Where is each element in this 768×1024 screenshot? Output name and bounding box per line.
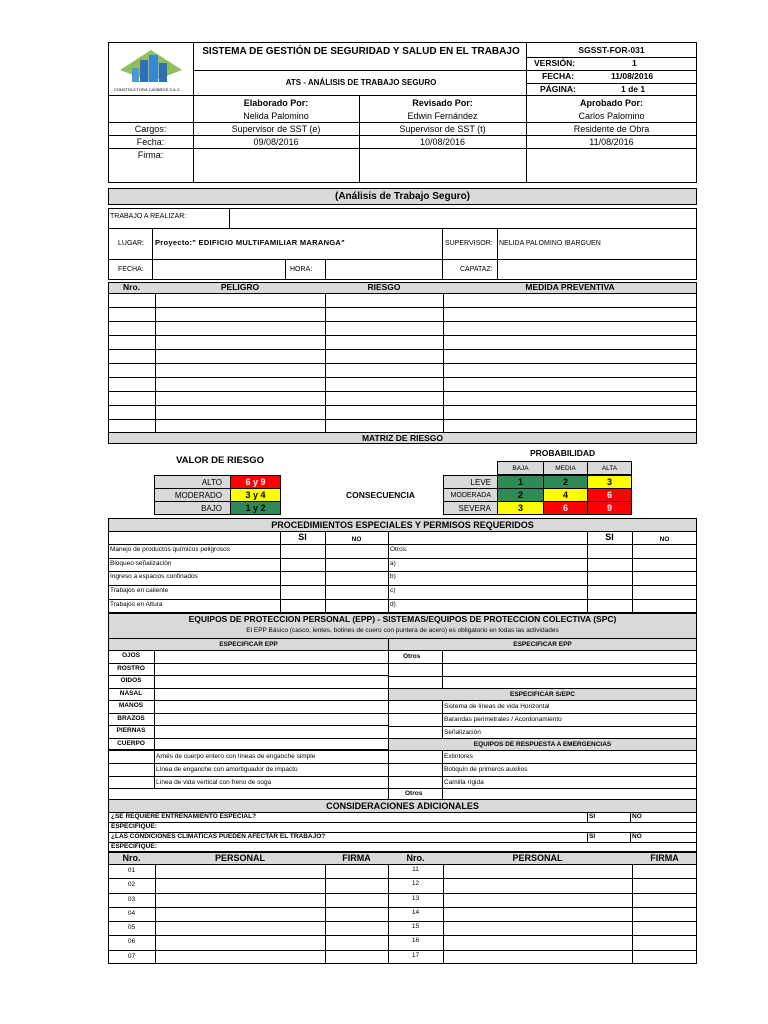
body-part-label: OJOS — [121, 652, 141, 659]
page-value: 1 de 1 — [621, 84, 646, 94]
personnel-number: 16 — [411, 937, 420, 944]
date-label: FECHA: — [542, 71, 575, 81]
body-part-label: PIERNAS — [116, 727, 146, 734]
version-value: 1 — [632, 58, 637, 68]
revisado-fecha: 10/08/2016 — [419, 137, 466, 147]
date-value: 11/08/2016 — [611, 71, 654, 81]
body-part-label: MANOS — [118, 702, 144, 709]
personnel-number: 07 — [127, 953, 136, 960]
revisado-title: Revisado Por: — [412, 98, 473, 108]
aprobado-title: Aprobado Por: — [580, 98, 643, 108]
sepc-item: Señalización — [444, 729, 481, 736]
elaborado-cargo: Supervisor de SST (e) — [231, 124, 321, 134]
valor-bajo-value: 1 y 2 — [230, 501, 281, 515]
personnel-col-firma: FIRMA — [342, 853, 371, 863]
procedure-other-item: d) — [390, 601, 396, 608]
body-part-label: OIDOS — [120, 677, 142, 684]
risk-cell: 1 — [497, 475, 544, 489]
cons-leve: LEVE — [443, 475, 498, 489]
capataz-label: CAPATAZ: — [460, 266, 493, 273]
question-2: ¿LAS CONDICIONES CLIMATICAS PUEDEN AFECTAR EL TRABAJO? — [111, 833, 326, 840]
aprobado-cargo: Residente de Obra — [573, 124, 650, 134]
personnel-number: 03 — [127, 896, 136, 903]
prob-baja: BAJA — [497, 461, 544, 475]
fecha-field-label: FECHA: — [118, 266, 144, 273]
risk-cell: 6 — [587, 488, 632, 502]
proc-si-left: SI — [298, 532, 307, 542]
supervisor-label: SUPERVISOR: — [445, 240, 493, 247]
probabilidad-label: PROBABILIDAD — [530, 448, 596, 458]
procedure-item: Bloqueo señalización — [110, 560, 172, 567]
question-1-si: SI — [589, 813, 596, 820]
procedure-other-item: c) — [390, 587, 396, 594]
personnel-number: 12 — [411, 880, 420, 887]
sepc-item: Sistema de líneas de vida Horizontal — [444, 703, 550, 710]
hazard-row[interactable] — [109, 364, 696, 376]
elaborado-title: Elaborado Por: — [243, 98, 309, 108]
company-logo — [112, 46, 190, 94]
valor-alto-label: ALTO — [154, 475, 231, 489]
col-medida: MEDIDA PREVENTIVA — [525, 282, 615, 292]
trabajo-label: TRABAJO A REALIZAR: — [110, 213, 187, 220]
additional-title: CONSIDERACIONES ADICIONALES — [108, 799, 697, 813]
otros2-label: Otros — [405, 790, 423, 797]
otros-label: Otros — [403, 653, 421, 660]
risk-cell: 2 — [543, 475, 588, 489]
matrix-title: MATRIZ DE RIESGO — [108, 432, 697, 444]
body-part-label: CUERPO — [117, 740, 145, 747]
firma-label: Firma: — [137, 150, 164, 160]
hazard-row[interactable] — [109, 406, 696, 418]
personnel-number: 05 — [127, 924, 136, 931]
personnel-number: 11 — [412, 866, 419, 873]
risk-cell: 2 — [497, 488, 544, 502]
hazard-row[interactable] — [109, 308, 696, 320]
prob-alta: ALTA — [587, 461, 632, 475]
epp-title: EQUIPOS DE PROTECCION PERSONAL (EPP) - SISTEMAS/EQUIPOS DE PROTECCION COLECTIVA (SPC) — [188, 614, 617, 624]
sepc-item: Barandas perimetrales / Acordonamiento — [444, 716, 562, 723]
supervisor-value: NELIDA PALOMINO IBARGUEN — [499, 240, 601, 247]
col-riesgo: RIESGO — [367, 282, 401, 292]
personnel-number: 13 — [411, 895, 420, 902]
personnel-number: 17 — [411, 952, 420, 959]
aprobado-fecha: 11/08/2016 — [589, 137, 634, 147]
body-item: Línea de vida vertical con freno de soga — [156, 779, 272, 786]
lugar-label: LUGAR: — [118, 240, 145, 247]
lugar-value: Proyecto:" EDIFICIO MULTIFAMILIAR MARANGA" — [155, 238, 345, 247]
question-2-no: NO — [632, 833, 642, 840]
proc-no-right: NO — [659, 536, 670, 543]
personnel-col-nro: Nro. — [122, 853, 141, 863]
prob-media: MEDIA — [543, 461, 588, 475]
proc-no-left: NO — [351, 536, 362, 543]
risk-cell: 6 — [543, 501, 588, 515]
question-1-no: NO — [632, 813, 642, 820]
personnel-number: 15 — [411, 923, 420, 930]
risk-cell: 4 — [543, 488, 588, 502]
body-item: Línea de enganche con amortiguador de impacto — [156, 766, 298, 773]
procedure-other-item: Otros: — [390, 546, 408, 553]
procedure-item: Ingreso a espacios confinados — [110, 573, 198, 580]
question-1-specify: ESPECIFIQUE: — [111, 823, 157, 830]
cargos-label: Cargos: — [134, 124, 167, 134]
revisado-name: Edwin Fernández — [407, 111, 478, 121]
hazard-row[interactable] — [109, 322, 696, 334]
hazard-row[interactable] — [109, 294, 696, 306]
hora-label: HORA: — [290, 266, 313, 273]
cons-moderada: MODERADA — [443, 488, 498, 502]
procedure-item: Trabajos en caliente — [110, 587, 169, 594]
risk-cell: 9 — [587, 501, 632, 515]
body-part-label: ROSTRO — [117, 665, 145, 672]
fecha-label: Fecha: — [136, 137, 165, 147]
personnel-number: 06 — [127, 938, 136, 945]
valor-riesgo-title: VALOR DE RIESGO — [176, 455, 264, 466]
page-label: PÁGINA: — [540, 84, 576, 94]
personnel-col-firma-2: FIRMA — [650, 853, 679, 863]
emergency-item: Botiquín de primeros auxilios — [444, 766, 528, 773]
personnel-col-nro-2: Nro. — [406, 853, 425, 863]
ats-title: ATS - ANÁLISIS DE TRABAJO SEGURO — [285, 78, 437, 87]
body-item: Arnés de cuerpo entero con líneas de enganche simple — [156, 753, 316, 760]
personnel-col-personal-2: PERSONAL — [512, 853, 563, 863]
version-label: VERSIÓN: — [534, 58, 576, 68]
elaborado-name: Nelida Palomino — [243, 111, 309, 121]
revisado-cargo: Supervisor de SST (t) — [399, 124, 486, 134]
proc-si-right: SI — [605, 532, 614, 542]
valor-bajo-label: BAJO — [154, 501, 231, 515]
procedures-title: PROCEDIMIENTOS ESPECIALES Y PERMISOS REQUERIDOS — [108, 518, 697, 532]
emergency-title: EQUIPOS DE RESPUESTA A EMERGENCIAS — [388, 738, 697, 751]
question-2-si: SI — [589, 833, 596, 840]
col-peligro: PELIGRO — [220, 282, 260, 292]
procedure-item: Manejo de productos químicos peligrosos — [110, 546, 230, 553]
body-part-label: BRAZOS — [117, 715, 145, 722]
valor-alto-value: 6 y 9 — [230, 475, 281, 489]
personnel-number: 02 — [127, 881, 136, 888]
hazard-row[interactable] — [109, 378, 696, 390]
question-1: ¿SE REQUIERE ENTRENAMIENTO ESPECIAL? — [111, 813, 257, 820]
risk-cell: 3 — [497, 501, 544, 515]
form-code: SGSST-FOR-031 — [578, 45, 645, 55]
personnel-col-personal: PERSONAL — [214, 853, 265, 863]
valor-moderado-label: MODERADO — [154, 488, 231, 502]
procedure-other-item: a) — [390, 560, 396, 567]
epp-note: El EPP Básico (casco, lentes, botines de cuero con puntera de acero) es obligatorio en todas las actividades — [246, 627, 559, 634]
risk-cell: 3 — [587, 475, 632, 489]
ats-section-title: (Análisis de Trabajo Seguro) — [108, 188, 697, 205]
hazard-row[interactable] — [109, 420, 696, 432]
aprobado-name: Carlos Palomino — [578, 111, 645, 121]
personnel-number: 01 — [127, 867, 136, 874]
consecuencia-label: CONSECUENCIA — [346, 490, 415, 500]
valor-moderado-value: 3 y 4 — [230, 488, 281, 502]
specify-epp-right: ESPECIFICAR EPP — [388, 638, 697, 651]
specify-sepc: ESPECIFICAR S/EPC — [388, 688, 697, 701]
specify-epp-left: ESPECIFICAR EPP — [108, 638, 389, 651]
procedure-other-item: b) — [390, 573, 396, 580]
emergency-item: Camilla rígida — [444, 779, 484, 786]
elaborado-fecha: 09/08/2016 — [253, 137, 299, 147]
personnel-number: 04 — [127, 910, 136, 917]
system-title: SISTEMA DE GESTIÓN DE SEGURIDAD Y SALUD EN EL TRABAJO — [202, 46, 520, 57]
cons-severa: SEVERA — [443, 501, 498, 515]
personnel-number: 14 — [411, 909, 420, 916]
procedure-item: Trabajos en Altura — [110, 601, 163, 608]
hazard-row[interactable] — [109, 336, 696, 348]
question-2-specify: ESPECIFIQUE: — [111, 843, 157, 850]
body-part-label: NASAL — [119, 690, 143, 697]
col-nro: Nro. — [123, 282, 140, 292]
emergency-item: Extintores — [444, 753, 473, 760]
hazard-row[interactable] — [109, 350, 696, 362]
hazard-row[interactable] — [109, 392, 696, 404]
logo-text: CONSTRUCTORA CASBROS S.A.C. — [114, 87, 181, 92]
